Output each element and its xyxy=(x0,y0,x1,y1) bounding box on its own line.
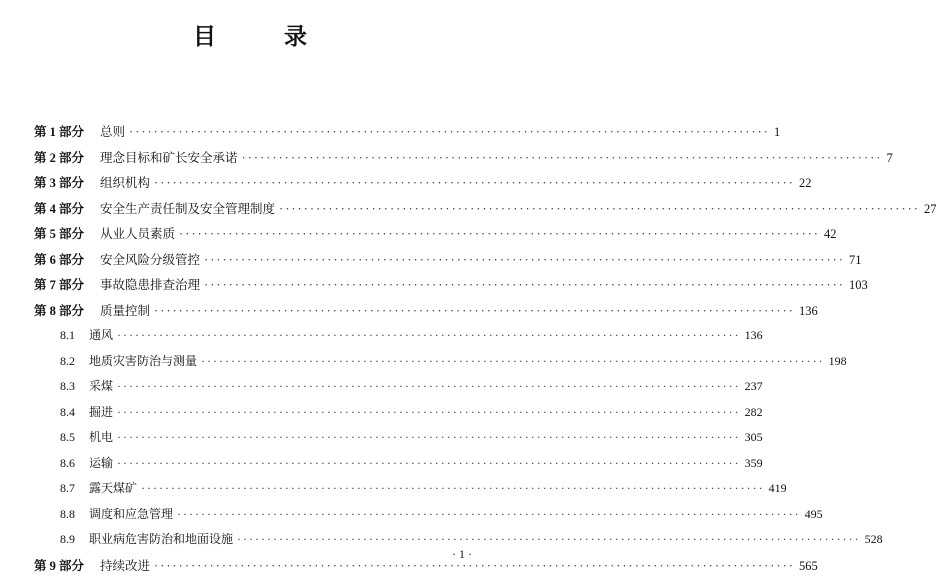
entry-title: 总则 xyxy=(100,119,125,145)
page-number: 136 xyxy=(745,323,763,349)
page-number: 495 xyxy=(805,502,823,528)
entry-title: 采煤 xyxy=(89,374,113,400)
part-number: 第 3 部分 xyxy=(34,171,84,197)
dot-leader: ········································································································ xyxy=(237,527,861,553)
page-number: 103 xyxy=(849,273,868,299)
toc-entry xyxy=(34,145,478,171)
section-number: 8.3 xyxy=(60,374,75,400)
part-number: 第 8 部分 xyxy=(34,299,84,325)
toc-subentry xyxy=(34,374,478,400)
toc-subentry xyxy=(34,502,478,528)
toc-subentry xyxy=(34,349,478,375)
section-number: 8.4 xyxy=(60,400,75,426)
entry-title: 持续改进 xyxy=(100,553,150,579)
toc-entry xyxy=(34,247,478,273)
page-number: 565 xyxy=(799,554,818,579)
page-number: 237 xyxy=(745,374,763,400)
toc-subentry xyxy=(34,323,478,349)
section-number: 8.2 xyxy=(60,349,75,375)
page-number: 528 xyxy=(865,527,883,553)
page-number: 1 xyxy=(774,120,780,146)
entry-title: 组织机构 xyxy=(100,170,150,196)
entry-title: 安全风险分级管控 xyxy=(100,247,200,273)
toc-entry xyxy=(34,298,478,324)
dot-leader: ········································································································ xyxy=(154,171,795,197)
dot-leader: ········································································································ xyxy=(179,222,820,248)
dot-leader: ········································································································ xyxy=(117,451,741,477)
section-number: 8.7 xyxy=(60,476,75,502)
dot-leader: ········································································································ xyxy=(204,273,845,299)
toc-entry xyxy=(34,272,478,298)
entry-title: 调度和应急管理 xyxy=(89,502,173,528)
entry-title: 掘进 xyxy=(89,400,113,426)
page-number: 27 xyxy=(924,197,936,223)
dot-leader: ········································································································ xyxy=(117,374,741,400)
table-of-contents xyxy=(34,119,478,578)
dot-leader: ········································································································ xyxy=(154,554,795,579)
page-number: 71 xyxy=(849,248,862,274)
toc-entry xyxy=(34,196,478,222)
part-number: 第 9 部分 xyxy=(34,554,84,579)
entry-title: 职业病危害防治和地面设施 xyxy=(89,527,233,553)
toc-entry xyxy=(34,170,478,196)
part-number: 第 5 部分 xyxy=(34,222,84,248)
section-number: 8.1 xyxy=(60,323,75,349)
dot-leader: ········································································································ xyxy=(117,400,741,426)
page-number: 22 xyxy=(799,171,812,197)
toc-entry xyxy=(34,221,478,247)
dot-leader: ········································································································ xyxy=(117,425,741,451)
page-number: 42 xyxy=(824,222,837,248)
page-number: 198 xyxy=(829,349,847,375)
page-number: 136 xyxy=(799,299,818,325)
section-number: 8.8 xyxy=(60,502,75,528)
dot-leader: ········································································································ xyxy=(129,120,770,146)
page-number: 282 xyxy=(745,400,763,426)
entry-title: 事故隐患排查治理 xyxy=(100,272,200,298)
dot-leader: ········································································································ xyxy=(279,197,920,223)
toc-subentry xyxy=(34,451,478,477)
entry-title: 运输 xyxy=(89,451,113,477)
part-number: 第 7 部分 xyxy=(34,273,84,299)
page-number: 7 xyxy=(886,146,892,172)
dot-leader: ········································································································ xyxy=(154,299,795,325)
part-number: 第 6 部分 xyxy=(34,248,84,274)
page-footer-number: · 1 · xyxy=(452,547,472,562)
dot-leader: ········································································································ xyxy=(242,146,883,172)
section-number: 8.6 xyxy=(60,451,75,477)
dot-leader: ········································································································ xyxy=(117,323,741,349)
toc-subentry xyxy=(34,476,478,502)
section-number: 8.9 xyxy=(60,527,75,553)
part-number: 第 1 部分 xyxy=(34,120,84,146)
part-number: 第 2 部分 xyxy=(34,146,84,172)
dot-leader: ········································································································ xyxy=(177,502,801,528)
dot-leader: ········································································································ xyxy=(204,248,845,274)
entry-title: 露天煤矿 xyxy=(89,476,137,502)
toc-entry xyxy=(34,553,478,579)
toc-subentry xyxy=(34,425,478,451)
toc-subentry xyxy=(34,527,478,553)
entry-title: 机电 xyxy=(89,425,113,451)
page-title: 目 录 xyxy=(0,18,500,51)
entry-title: 地质灾害防治与测量 xyxy=(89,349,197,375)
dot-leader: ········································································································ xyxy=(201,349,825,375)
page-number: 359 xyxy=(745,451,763,477)
part-number: 第 4 部分 xyxy=(34,197,84,223)
entry-title: 理念目标和矿长安全承诺 xyxy=(100,145,238,171)
toc-entry xyxy=(34,119,478,145)
dot-leader: ········································································································ xyxy=(141,476,765,502)
page-number: 419 xyxy=(769,476,787,502)
section-number: 8.5 xyxy=(60,425,75,451)
entry-title: 从业人员素质 xyxy=(100,221,175,247)
page-number: 305 xyxy=(745,425,763,451)
toc-subentry xyxy=(34,400,478,426)
entry-title: 通风 xyxy=(89,323,113,349)
entry-title: 质量控制 xyxy=(100,298,150,324)
entry-title: 安全生产责任制及安全管理制度 xyxy=(100,196,275,222)
